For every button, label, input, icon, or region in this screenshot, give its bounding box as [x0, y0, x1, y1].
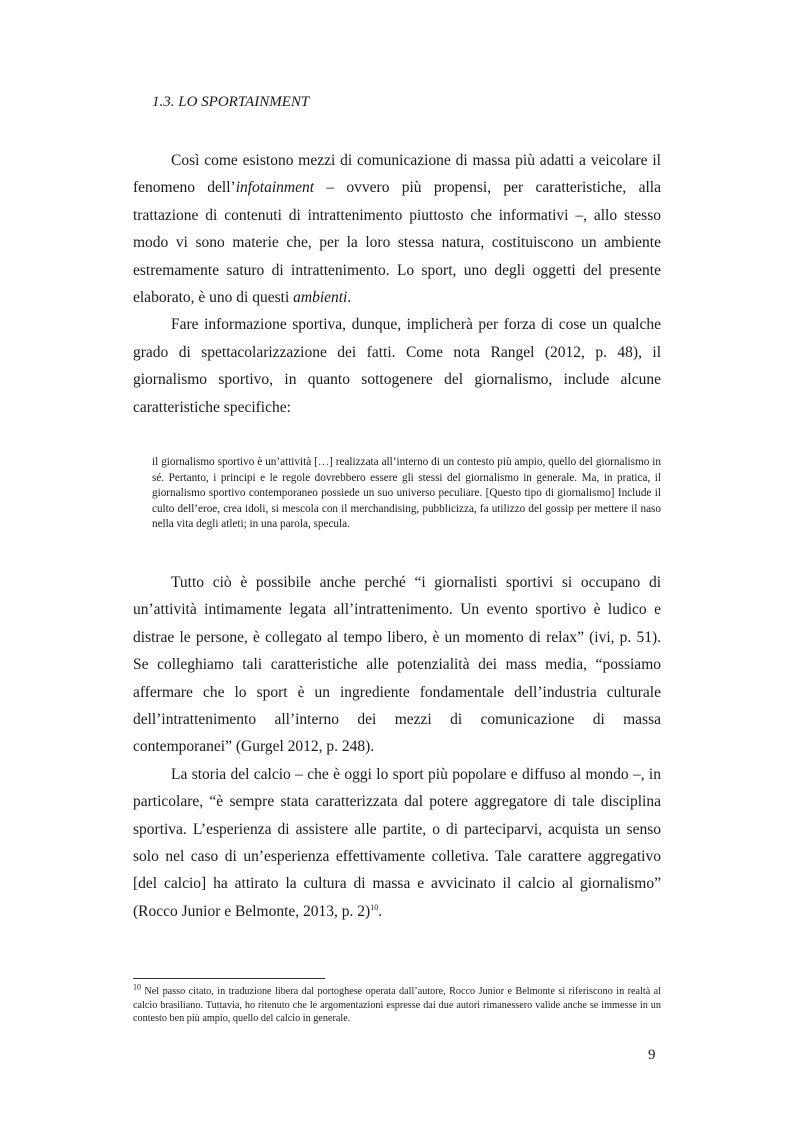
- section-title: 1.3. LO SPORTAINMENT: [152, 94, 310, 110]
- footnote-separator: [133, 978, 325, 979]
- paragraph-4: La storia del calcio – che è oggi lo sport più popolare e diffuso al mondo –, in particolare, “è sempre stata caratterizzata dal potere aggregatore di tale disciplina sportiva. L’esperienza di assistere alle partite, o di parteciparvi, acquista un senso solo nel caso di un’esperienza effettivamente colletiva. Tale carattere aggregativo [del calcio] ha attirato la cultura di massa e avvicinato il calcio al giornalismo” (Rocco Junior e Belmonte, 2013, p. 2)$^{10}$.: [133, 765, 661, 920]
- body-block-1: [133, 147, 661, 421]
- paragraph-3: Tutto ciò è possibile anche perché “i giornalisti sportivi si occupano di un’attività intimamente legata all’intrattenimento. Un evento sportivo è ludico e distrae le persone, è collegato al tempo libero, è un momento di relax” (ivi, p. 51). Se colleghiamo tali caratteristiche alle potenzialità dei mass media, “possiamo affermare che lo sport è un ingrediente fondamentale dell’industria culturale dell’intrattenimento all’interno dei mezzi di comunicazione di massa contemporanei” (Gurgel 2012, p. 248).: [133, 574, 661, 756]
- footnote-number: 10: [133, 982, 141, 992]
- block-quote: il giornalismo sportivo è un’attività […] realizzata all’interno di un contesto più ampio, quello del giornalismo in sé. Pertanto, i principi e le regole dovrebbero essere gli stessi del giornalismo in generale. Ma, in pratica, il giornalismo sportivo contemporaneo possiede un suo universo peculiare. [Questo tipo di giornalismo] Include il culto dell’eroe, crea idoli, si mescola con il merchandising, pubblicizza, fa utilizzo del gossip per mettere il naso nella vita degli atleti; in una parola, specula.: [152, 456, 661, 531]
- paragraph-2: Fare informazione sportiva, dunque, implicherà per forza di cose un qualche grado di spettacolarizzazione dei fatti. Come nota Rangel (2012, p. 48), il giornalismo sportivo, in quanto sottogenere del giornalismo, include alcune caratteristiche specifiche:: [133, 316, 661, 416]
- body-block-2: [133, 569, 661, 925]
- paragraph-1: Così come esistono mezzi di comunicazione di massa più adatti a veicolare il fenomeno dell’infotainment – ovvero più propensi, per caratteristiche, alla trattazione di contenuti di intrattenimento piuttosto che informativi –, allo stesso modo vi sono materie che, per la loro stessa natura, costituiscono un ambiente estremamente saturo di intrattenimento. Lo sport, uno degli oggetti del presente elaborato, è uno di questi ambienti.: [133, 152, 661, 307]
- page-number: 9: [648, 1047, 656, 1063]
- footnote-reference[interactable]: 10: [370, 902, 379, 912]
- footnote: $^{10}$ Nel passo citato, in traduzione libera dal portoghese operata dall’autore, Rocco Junior e Belmonte si riferiscono in realtà al calcio brasiliano. Tuttavia, ho ritenuto che le argomentazioni espresse dai due autori rimanessero valide anche se immesse in un contesto ben più ampio, quello del calcio in generale.: [133, 982, 661, 1025]
